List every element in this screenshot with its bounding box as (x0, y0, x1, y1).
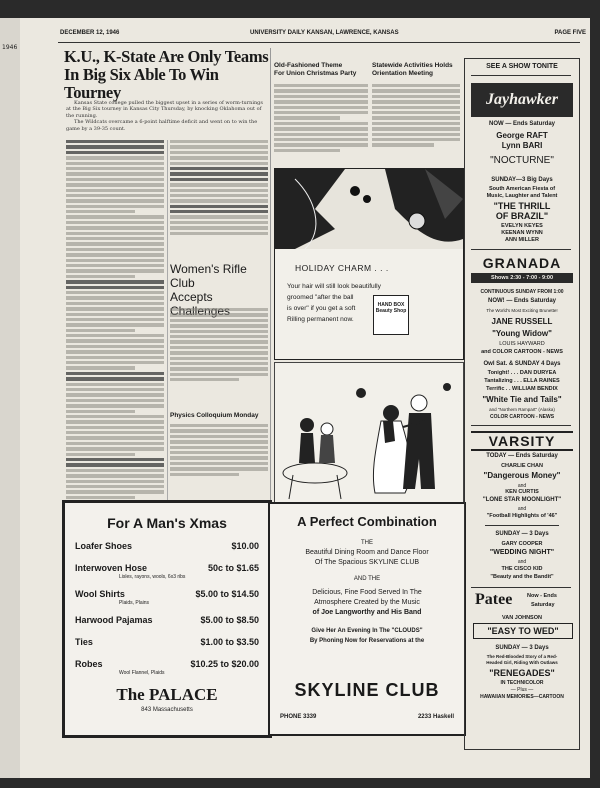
patee-desc2: Headed Girl, Riding With Outlaws (486, 660, 558, 665)
palace-item-note: Plaids, Plains (119, 600, 150, 606)
varsity-film: "Dangerous Money" (483, 471, 561, 480)
rifle-body (170, 308, 268, 408)
salon-ad (274, 168, 464, 360)
party-body (274, 84, 368, 166)
couple-illustration (274, 362, 464, 504)
varsity-star3: GARY COOPER (501, 541, 543, 547)
adjacent-page-year: 1946 (2, 44, 18, 51)
varsity-and3: and (517, 559, 527, 565)
patee-extra: HAWAIIAN MEMORIES—CARTOON (480, 694, 564, 700)
jayhawker-desc2: Music, Laughter and Talent (486, 193, 558, 199)
granada-tonight: Tonight! . . . DAN DURYEA (487, 370, 557, 376)
header-paper: UNIVERSITY DAILY KANSAN, LAWRENCE, KANSAS (250, 30, 399, 36)
granada-extra: and COLOR CARTOON - NEWS (481, 349, 563, 355)
rifle-headline (170, 262, 270, 306)
lead-column-1 (66, 140, 164, 500)
skyline-name: SKYLINE CLUB (294, 680, 440, 700)
palace-ad (62, 500, 272, 738)
patee-sat: Saturday (531, 602, 555, 608)
palace-item-price: $1.00 to $3.50 (200, 637, 259, 647)
patee-now: Now - Ends (527, 593, 557, 599)
skyline-ad (268, 502, 466, 736)
skyline-copy (270, 538, 464, 646)
palace-item-note: Wool Flannel, Plaids (119, 670, 165, 676)
patee-film: "EASY TO WED" (473, 623, 573, 639)
palace-item-price: 50c to $1.65 (207, 563, 259, 573)
header-page: PAGE FIVE (554, 30, 586, 36)
varsity-sunday: SUNDAY — 3 Days (495, 531, 549, 537)
salon-ad-line1: Your hair will still look beautifully (287, 283, 381, 290)
skyline-line3: Delicious, Fine Food Served In The (312, 589, 422, 596)
theater-listings (464, 58, 580, 750)
see-show-banner: SEE A SHOW TONITE (486, 63, 558, 70)
skyline-line1: Beautiful Dining Room and Dance Floor (305, 549, 429, 556)
skyline-line2: Of The Spacious SKYLINE CLUB (314, 559, 420, 566)
skyline-line4: Atmosphere Created by the Music (314, 599, 420, 606)
lead-p2-text: The Wildcats overcame a 6-point halftime deficit and went on to win the game by a 39-35 count. (66, 119, 258, 132)
lead-headline (64, 48, 270, 100)
physics-headline-text: Physics Colloquium Monday (170, 412, 259, 419)
salon-seal-line2: Beauty Shop (375, 308, 407, 314)
palace-store-name: The PALACE (116, 685, 218, 704)
patee-plus: — Plus — (510, 687, 534, 693)
palace-item (75, 659, 259, 681)
granada-now: NOW! — Ends Saturday (487, 298, 556, 304)
palace-item-name: Ties (75, 637, 93, 647)
lead-column-2 (170, 140, 268, 254)
patee-film2: "RENEGADES" (489, 668, 555, 678)
jayhawker-film2b: OF BRAZIL" (495, 211, 549, 221)
patee-desc1: The Red-Blooded Story of a Red- (486, 654, 558, 659)
palace-ad-title: For A Man's Xmas (107, 515, 227, 531)
party-headline-2: For Union Christmas Party (274, 70, 357, 77)
palace-item-name: Harwood Pajamas (75, 615, 153, 625)
varsity-and2: and (517, 506, 527, 512)
header-date: DECEMBER 12, 1946 (60, 30, 120, 36)
lead-lede-text: Kansas State college pulled the biggest upset in a series of worm-turnings at the Big Six tourney in Kansas City Thursday, by knocking Oklahoma out of the running. (66, 100, 263, 119)
varsity-now: TODAY — Ends Saturday (486, 453, 558, 459)
palace-item-name: Robes (75, 659, 103, 669)
skyline-cta2: By Phoning Now for Reservations at the (309, 638, 425, 644)
granada-shows: Shows 2:30 - 7:00 - 9:00 (471, 273, 573, 283)
column-rule (270, 48, 271, 500)
jayhawker-star2: Lynn BARI (501, 141, 543, 150)
varsity-star: CHARLIE CHAN (501, 463, 543, 469)
jayhawker-star1: George RAFT (496, 131, 548, 140)
palace-item-name: Interwoven Hose (75, 563, 148, 573)
jayhawker-sunday: SUNDAY—3 Big Days (491, 177, 553, 183)
palace-item (75, 615, 259, 637)
divider (471, 75, 571, 76)
palace-item-price: $5.00 to $14.50 (195, 589, 259, 599)
skyline-line5: of Joe Langworthy and His Band (312, 609, 422, 616)
salon-ad-line3: is over" if you get a soft (287, 305, 356, 312)
physics-body (170, 424, 268, 496)
skyline-the: THE (361, 540, 373, 546)
varsity-and: and (517, 483, 527, 489)
header-rule (58, 42, 580, 43)
jayhawker-cast3: ANN MILLER (505, 237, 539, 243)
salon-ad-line2: groomed "after the ball (287, 294, 354, 301)
palace-item-price: $10.25 to $20.00 (190, 659, 259, 669)
lead-lede (66, 100, 266, 134)
palace-item-price: $5.00 to $8.50 (200, 615, 259, 625)
statewide-headline (372, 62, 466, 82)
divider (485, 525, 559, 526)
jayhawker-cast2: KEENAN WYNN (501, 230, 543, 236)
jayhawker-logo: Jayhawker (471, 83, 573, 117)
palace-item-price: $10.00 (231, 541, 259, 551)
page-header (60, 30, 586, 40)
ornament-icon (363, 195, 371, 203)
salon-ad-line4: Rilling permanent now. (287, 316, 354, 323)
granada-star: JANE RUSSELL (491, 317, 553, 326)
skyline-and: AND THE (353, 576, 381, 582)
palace-item (75, 541, 259, 563)
palace-item (75, 563, 259, 585)
granada-owl: Owl Sat. & SUNDAY 4 Days (483, 361, 561, 367)
rifle-headline-2: Accepts (170, 290, 213, 304)
divider (471, 425, 571, 426)
lead-headline-2: In Big Six Able To Win Tourney (64, 65, 219, 102)
palace-item (75, 589, 259, 611)
jayhawker-desc1: South American Fiesta of (488, 186, 556, 192)
granada-tantal: Tantalizing . . . ELLA RAINES (484, 378, 560, 384)
ornament-icon (350, 186, 360, 196)
statewide-body (372, 84, 460, 166)
varsity-star4: THE CISCO KID (501, 566, 543, 572)
patee-logo: Patee (475, 591, 513, 608)
salon-seal (373, 295, 409, 335)
varsity-film2: "LONE STAR MOONLIGHT" (482, 497, 562, 503)
palace-item (75, 637, 259, 659)
party-headline-1: Old-Fashioned Theme (274, 62, 343, 69)
palace-address: 843 Massachusetts (141, 707, 193, 713)
granada-film: "Young Widow" (492, 329, 552, 338)
granada-co: LOUIS HAYWARD (499, 341, 545, 347)
varsity-film5: "Beauty and the Bandit" (490, 574, 554, 580)
jayhawker-now: NOW — Ends Saturday (488, 121, 555, 127)
granada-cont: CONTINUOUS SUNDAY FROM 1:00 (480, 289, 564, 295)
granada-tag: The World's Most Exciting Brunette! (486, 308, 558, 313)
varsity-star2: KEN CURTIS (505, 489, 539, 495)
salon-seal-line1: HAND BOX (377, 302, 405, 308)
skyline-cta1: Give Her An Evening In The "CLOUDS" (311, 628, 423, 634)
palace-item-note: Lisles, rayons, wools, 6x3 ribs (119, 574, 186, 580)
divider (471, 249, 571, 250)
granada-film2: "White Tie and Tails" (482, 395, 562, 404)
varsity-logo: VARSITY (471, 431, 573, 451)
patee-star: VAN JOHNSON (502, 615, 542, 621)
palace-item-name: Wool Shirts (75, 589, 125, 599)
skyline-title: A Perfect Combination (297, 514, 437, 529)
jayhawker-film: "NOCTURNE" (490, 155, 554, 166)
patee-color: IN TECHNICOLOR (500, 680, 544, 686)
dancing-couple-icon (275, 363, 463, 503)
statewide-headline-1: Statewide Activities Holds (372, 62, 453, 69)
jayhawker-cast1: EVELYN KEYES (501, 223, 543, 229)
salon-ad-copy (287, 281, 437, 325)
jayhawker-film2: "THE THRILL (493, 201, 551, 211)
varsity-film4: "WEDDING NIGHT" (489, 549, 555, 556)
rifle-headline-1: Women's Rifle Club (170, 262, 247, 290)
granada-logo: GRANADA (482, 255, 562, 271)
party-headline (274, 62, 368, 82)
skyline-address: 2233 Haskell (417, 714, 454, 720)
adjacent-page-strip (0, 18, 20, 778)
patee-sunday: SUNDAY — 3 Days (495, 645, 549, 651)
lead-headline-1: K.U., K-State Are Only Teams (64, 47, 269, 66)
statewide-headline-2: Orientation Meeting (372, 70, 434, 77)
granada-terrific: Terrific . . WILLIAM BENDIX (486, 386, 558, 392)
physics-headline (170, 412, 270, 422)
column-rule (167, 140, 168, 500)
palace-item-name: Loafer Shoes (75, 541, 133, 551)
granada-alaska: and "Northern Rampart" (Alaska) (489, 407, 555, 412)
divider (471, 587, 571, 588)
skyline-phone: PHONE 3339 (280, 714, 317, 720)
salon-ad-title: HOLIDAY CHARM . . . (295, 263, 389, 273)
granada-extra2: COLOR CARTOON - NEWS (489, 414, 555, 420)
varsity-film3: "Football Highlights of '46" (486, 513, 558, 519)
